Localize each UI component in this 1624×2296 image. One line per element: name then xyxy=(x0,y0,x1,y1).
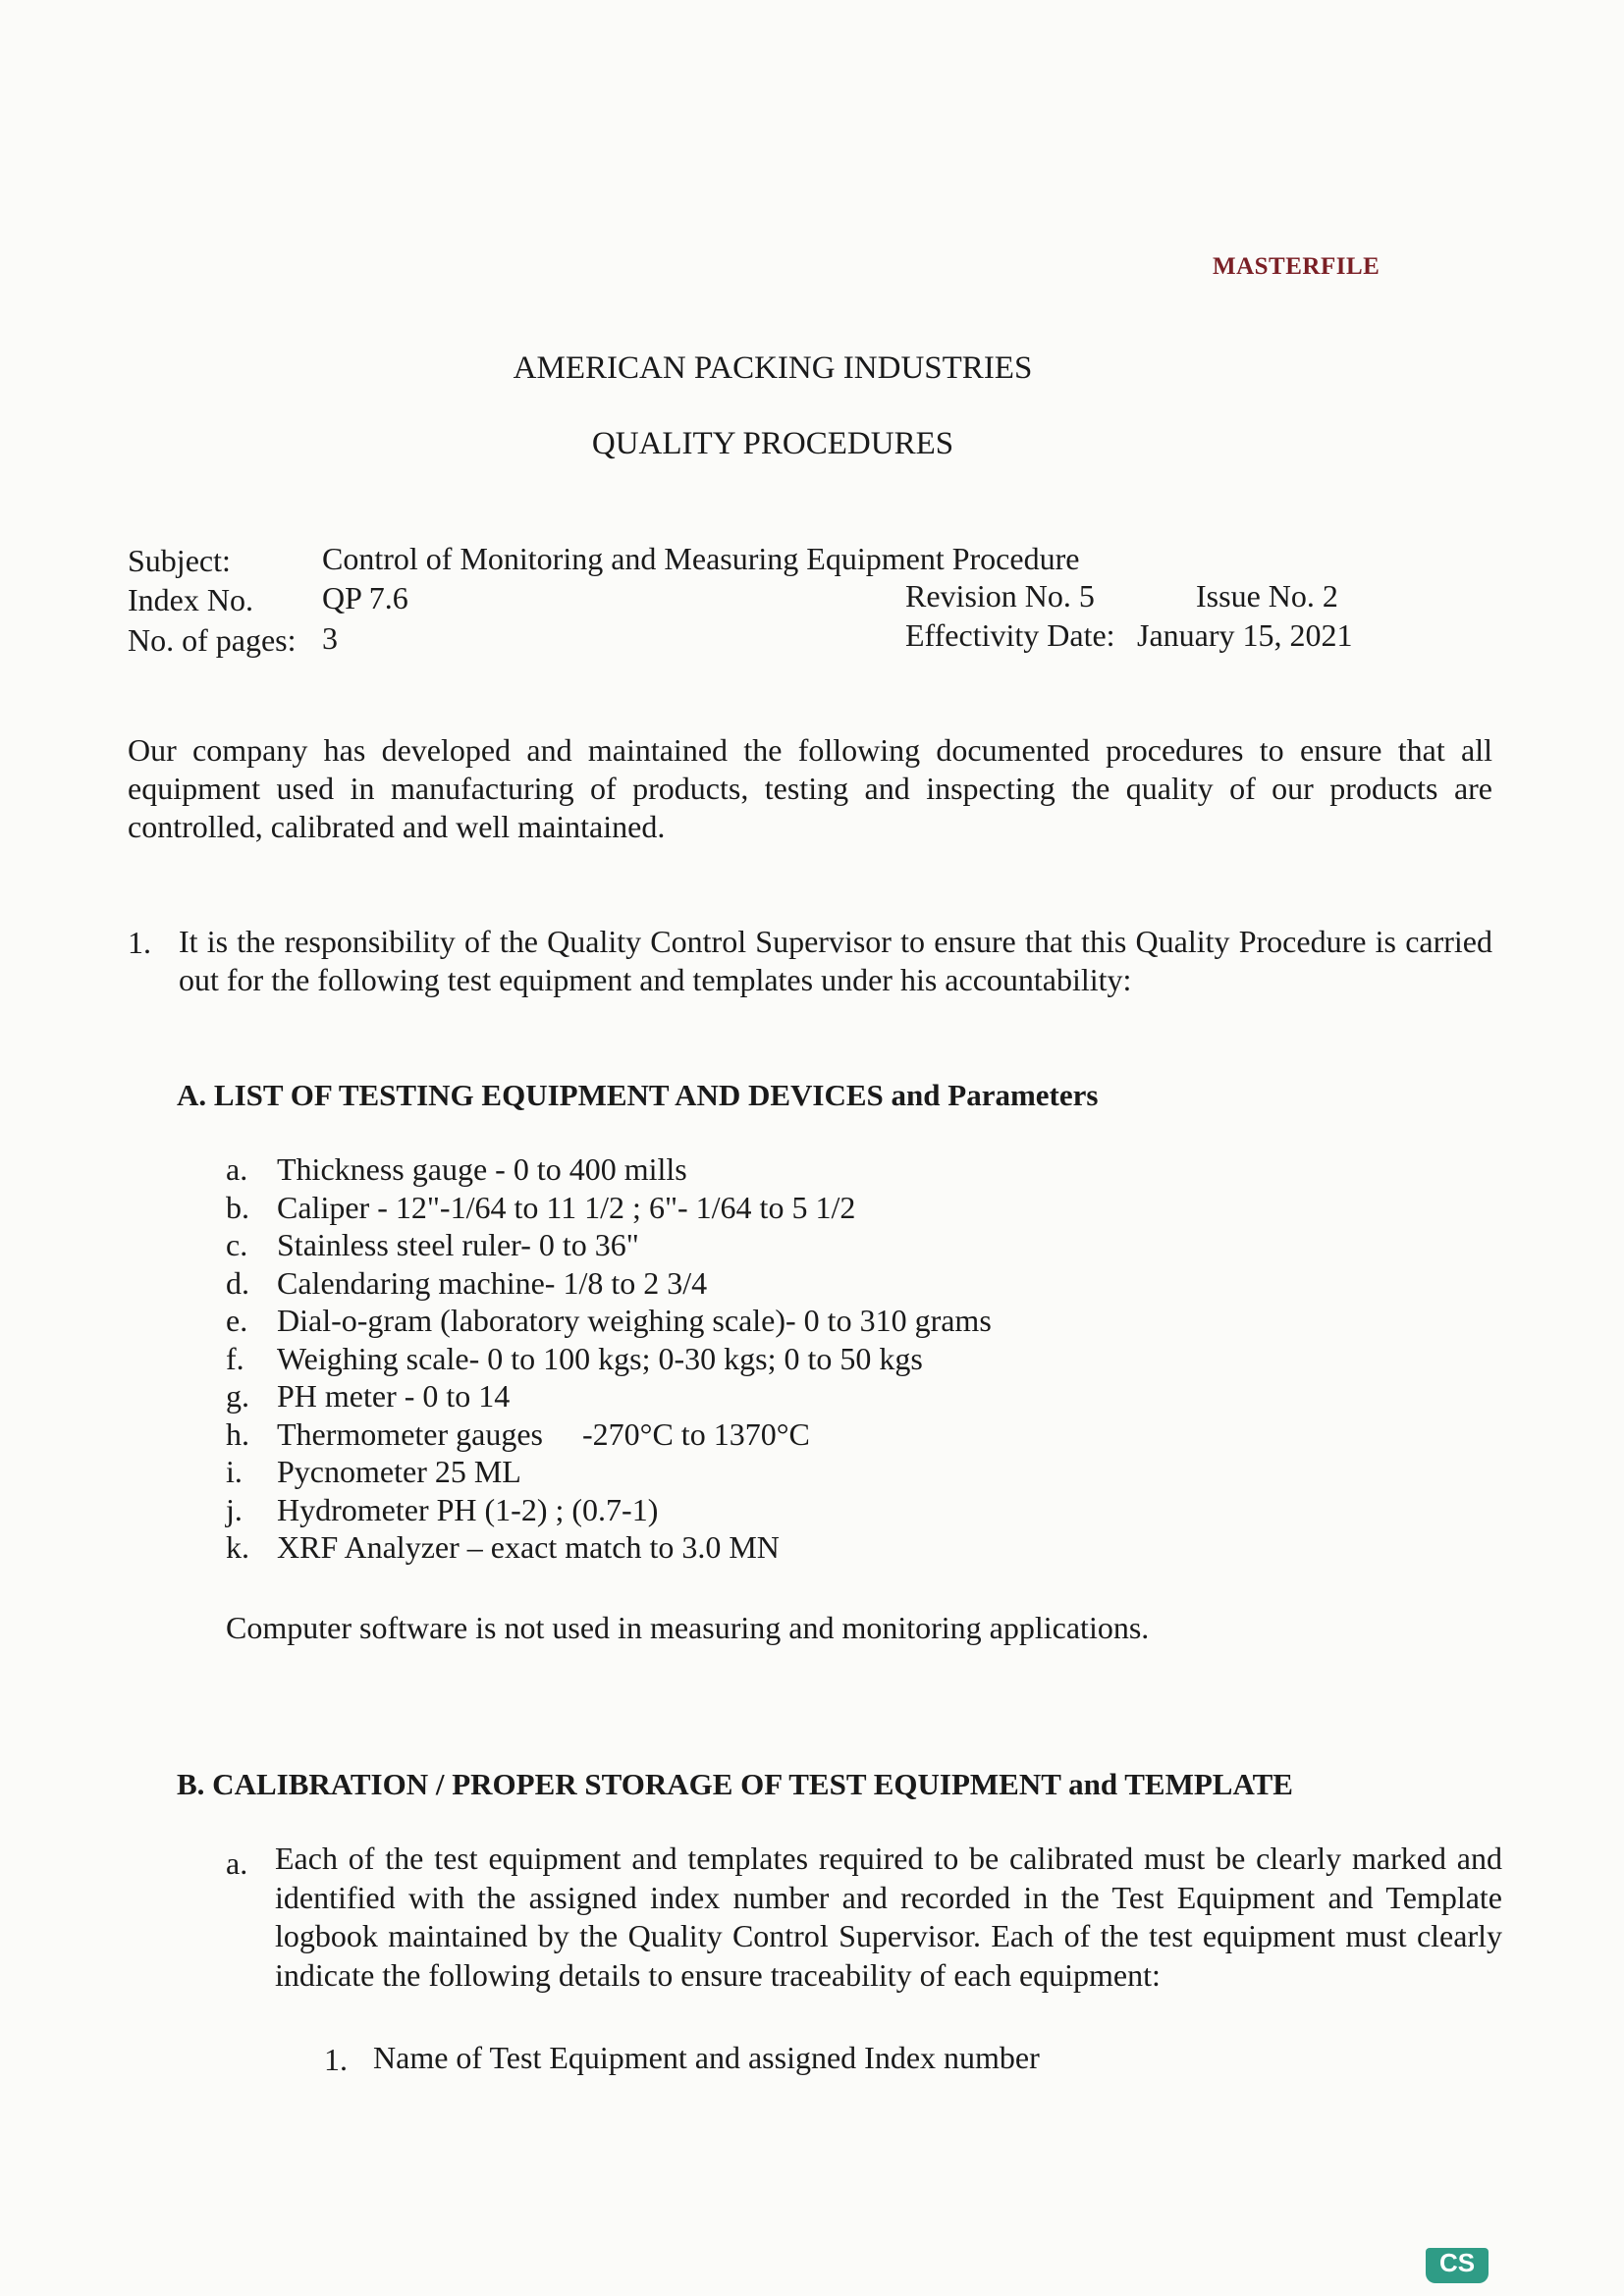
item-1-number: 1. xyxy=(128,925,151,960)
list-item xyxy=(226,1491,992,1529)
list-item xyxy=(226,1302,992,1340)
list-item xyxy=(226,1340,992,1378)
sub-item-text: Name of Test Equipment and assigned Index number xyxy=(373,2040,1040,2075)
list-item-letter: d. xyxy=(226,1264,249,1301)
list-item-text: Dial-o-gram (laboratory weighing scale)- 0 to 310 grams xyxy=(277,1303,992,1338)
list-item xyxy=(226,1415,992,1454)
software-note: Computer software is not used in measuring and monitoring applications. xyxy=(226,1610,1150,1645)
company-title: AMERICAN PACKING INDUSTRIES xyxy=(513,350,1033,386)
section-b-heading: B. CALIBRATION / PROPER STORAGE OF TEST EQUIPMENT and TEMPLATE xyxy=(177,1767,1293,1801)
section-b-item-letter: a. xyxy=(226,1845,248,1881)
revision-number: Revision No. 5 xyxy=(905,578,1095,614)
list-item xyxy=(226,1150,992,1189)
list-item-letter: f. xyxy=(226,1340,244,1376)
sub-item-number: 1. xyxy=(324,2042,348,2077)
list-item xyxy=(226,1264,992,1303)
index-label: Index No. xyxy=(128,582,253,617)
list-item xyxy=(226,1453,992,1491)
subject-value: Control of Monitoring and Measuring Equipment Procedure xyxy=(322,541,1080,576)
list-item xyxy=(226,1189,992,1227)
list-item xyxy=(226,1377,992,1415)
list-item-text: Hydrometer PH (1-2) ; (0.7-1) xyxy=(277,1491,659,1527)
list-item-letter: k. xyxy=(226,1529,249,1565)
list-item-letter: a. xyxy=(226,1151,248,1187)
pages-label: No. of pages: xyxy=(128,622,297,658)
list-item-letter: i. xyxy=(226,1454,243,1489)
effectivity-label: Effectivity Date: xyxy=(905,617,1115,653)
issue-number: Issue No. 2 xyxy=(1196,578,1338,614)
section-b-item-text: Each of the test equipment and templates required to be calibrated must be clearly marked and identified with the assigned index number and recorded in the Test Equipment and Template logbook maintained by the Quality Control Supervisor. Each of the test equipment must clearly indicate the following details to ensure traceability of each equipment: xyxy=(275,1841,1502,1993)
equipment-list xyxy=(226,1150,992,1567)
intro-paragraph: Our company has developed and maintained the following documented procedures to ensure that all equipment used in manufacturing of products, testing and inspecting the quality of our products are controlled, calibrated and well maintained. xyxy=(128,732,1492,844)
list-item-text: PH meter - 0 to 14 xyxy=(277,1378,511,1414)
list-item-letter: j. xyxy=(226,1491,243,1527)
list-item-text: Thickness gauge - 0 to 400 mills xyxy=(277,1151,687,1187)
list-item-text: Stainless steel ruler- 0 to 36" xyxy=(277,1227,639,1262)
list-item-letter: h. xyxy=(226,1415,249,1452)
item-1-text: It is the responsibility of the Quality Control Supervisor to ensure that this Quality Procedure is carried out for the following test equipment and templates under his accountability: xyxy=(179,924,1492,997)
list-item-text: Weighing scale- 0 to 100 kgs; 0-30 kgs; 0 to 50 kgs xyxy=(277,1340,923,1376)
masterfile-stamp: MASTERFILE xyxy=(1213,253,1380,280)
list-item-letter: g. xyxy=(226,1378,249,1414)
list-item xyxy=(226,1528,992,1567)
list-item-text: Caliper - 12"-1/64 to 11 1/2 ; 6"- 1/64 to 5 1/2 xyxy=(277,1189,856,1225)
section-a-heading: A. LIST OF TESTING EQUIPMENT AND DEVICES and Parameters xyxy=(177,1078,1099,1112)
list-item-letter: b. xyxy=(226,1189,249,1225)
list-item-text: Thermometer gauges -270°C to 1370°C xyxy=(277,1415,810,1452)
subject-label: Subject: xyxy=(128,543,231,578)
list-item-text: Calendaring machine- 1/8 to 2 3/4 xyxy=(277,1264,708,1301)
list-item-letter: e. xyxy=(226,1303,248,1338)
camscanner-logo-icon: CS xyxy=(1426,2248,1489,2283)
list-item-letter: c. xyxy=(226,1227,248,1262)
index-value: QP 7.6 xyxy=(322,580,408,615)
list-item-text: Pycnometer 25 ML xyxy=(277,1454,521,1489)
list-item xyxy=(226,1226,992,1264)
pages-value: 3 xyxy=(322,620,338,656)
list-item-text: XRF Analyzer – exact match to 3.0 MN xyxy=(277,1529,780,1565)
document-type-title: QUALITY PROCEDURES xyxy=(591,426,954,461)
effectivity-date: January 15, 2021 xyxy=(1137,617,1353,653)
